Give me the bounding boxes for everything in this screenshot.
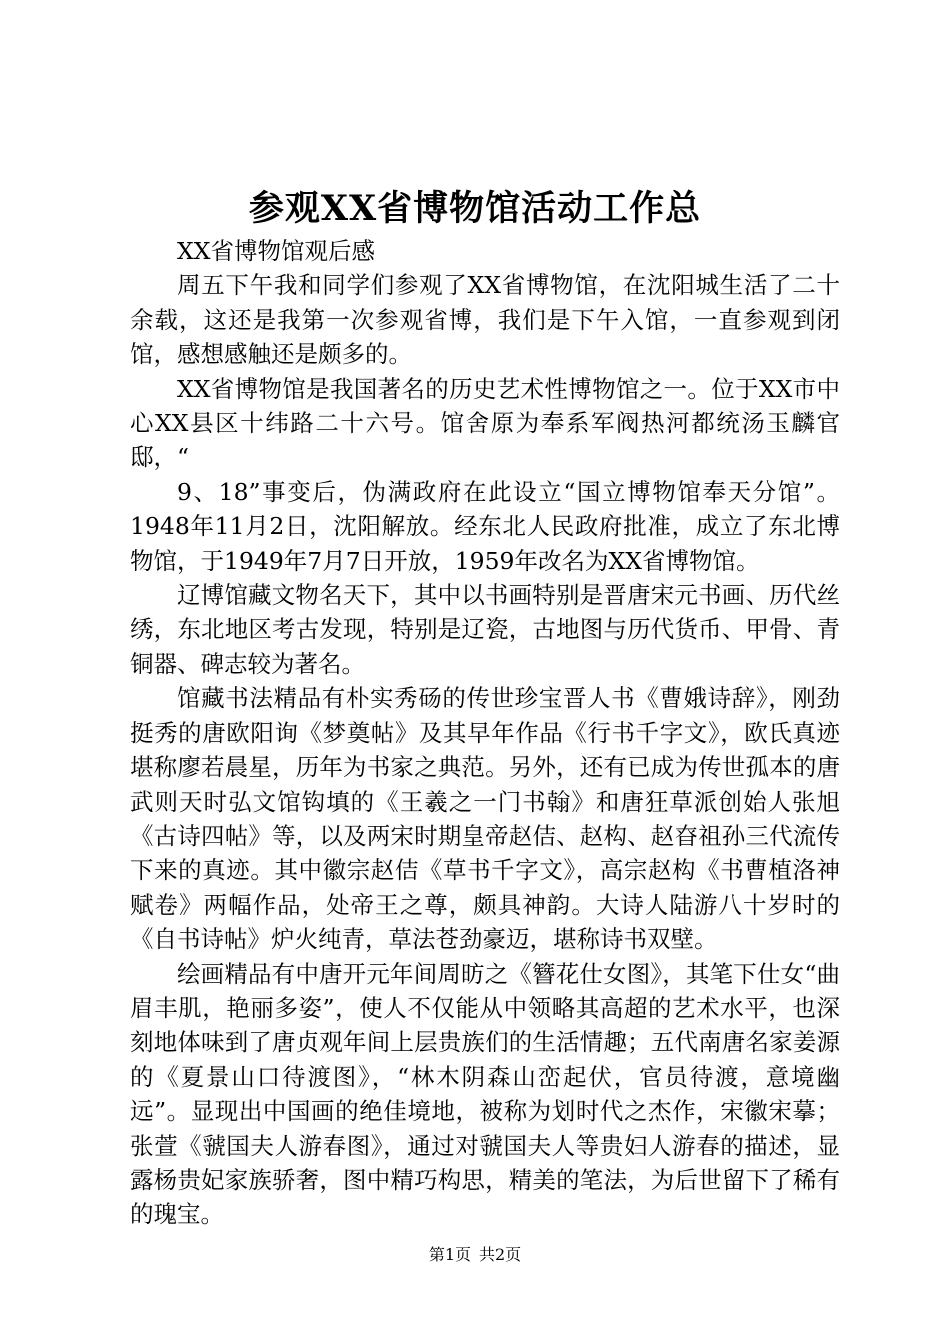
- page-number: 第1页: [428, 1245, 471, 1264]
- paragraph: 绘画精品有中唐开元年间周昉之《簪花仕女图》，其笔下仕女“曲眉丰肌，艳丽多姿”，使人不仅能从中领略其高超的艺术水平，也深刻地体味到了唐贞观年间上层贵族们的生活情趣；五代南唐名家姜源的《夏景山口待渡图》，“林木阴森山峦起伏，官员待渡，意境幽远”。显现出中国画的绝佳境地，被称为划时代之杰作，宋徽宋摹；张萱《虢国夫人游春图》，通过对虢国夫人等贵妇人游春的描述，显露杨贵妃家族骄奢，图中精巧构思，精美的笔法，为后世留下了稀有的瑰宝。: [130, 959, 840, 1229]
- document-body: [130, 234, 840, 1232]
- paragraph: 周五下午我和同学们参观了XX省博物馆，在沈阳城生活了二十余载，这还是我第一次参观省博，我们是下午入馆，一直参观到闭馆，感想感触还是颇多的。: [130, 271, 840, 369]
- paragraph: 馆藏书法精品有朴实秀砀的传世珍宝晋人书《曹娥诗辞》，刚劲挺秀的唐欧阳询《梦奠帖》及其早年作品《行书千字文》，欧氏真迹堪称廖若晨星，历年为书家之典范。另外，还有已成为传世孤本的唐武则天时弘文馆钩填的《王羲之一门书翰》和唐狂草派创始人张旭《古诗四帖》等，以及两宋时期皇帝赵佶、赵构、赵昚祖孙三代流传下来的真迹。其中徽宗赵佶《草书千字文》，高宗赵构《书曹植洛神赋卷》两幅作品，处帝王之尊，颇具神韵。大诗人陆游八十岁时的《自书诗帖》炉火纯青，草法苍劲豪迈，堪称诗书双壁。: [130, 684, 840, 954]
- paragraph: 9、18”事变后，伪满政府在此设立“国立博物馆奉天分馆”。1948年11月2日，沈阳解放。经东北人民政府批准，成立了东北博物馆，于1949年7月7日开放，1959年改名为XX省博物馆。: [130, 477, 840, 575]
- document-title: 参观XX省博物馆活动工作总: [248, 188, 702, 229]
- page-footer: [0, 1244, 950, 1266]
- paragraph: 辽博馆藏文物名天下，其中以书画特别是晋唐宋元书画、历代丝绣，东北地区考古发现，特别是辽瓷，古地图与历代货币、甲骨、青铜器、碑志较为著名。: [130, 581, 840, 678]
- paragraph-subtitle: XX省博物馆观后感: [177, 237, 375, 265]
- paragraph: XX省博物馆是我国著名的历史艺术性博物馆之一。位于XX市中心XX县区十纬路二十六号。馆舍原为奉系军阀热河都统汤玉麟官邸，“: [130, 374, 840, 472]
- page-count: 共2页: [479, 1245, 522, 1264]
